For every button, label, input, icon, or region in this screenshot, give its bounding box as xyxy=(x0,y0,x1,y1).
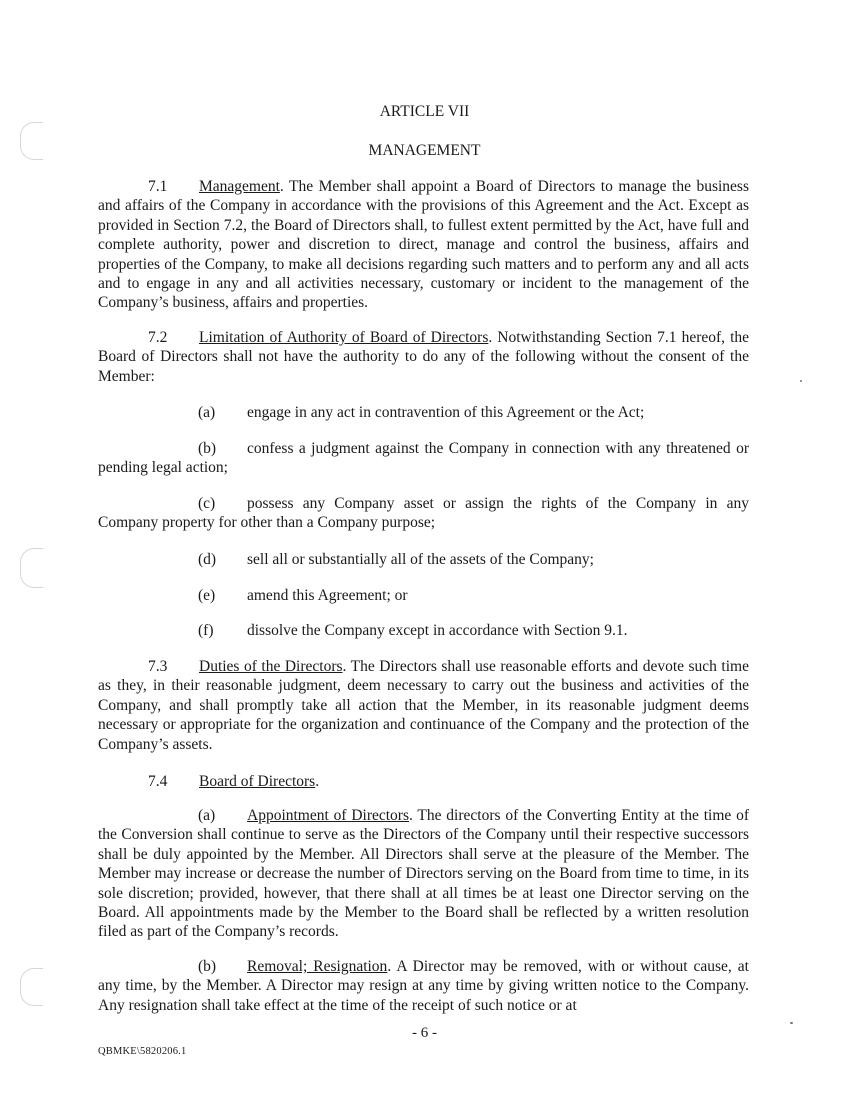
section-title: Limitation of Authority of Board of Directors xyxy=(199,329,489,346)
punch-hole-bottom xyxy=(20,968,43,1006)
list-item-d: (d) sell all or substantially all of the assets of the Company; xyxy=(198,551,594,568)
section-7-4-b: (b) Removal; Resignation. A Director may be removed, with or without cause, at any time, by the Member. A Director may resign at any time by giving written notice to the Company. Any resignation shall take effect at the time of the receipt of such notice or at xyxy=(98,958,749,1014)
section-text: . The Member shall appoint a Board of Directors to manage the business and affairs of the Company in accordance with the provisions of this Agreement and the Act. Except as provided in Section 7.2, the Board of Directors shall, to fullest extent permitted by the Act, have full and complete authority, power and discretion to direct, manage and control the business, affairs and properties of the Company, to make all decisions regarding such matters and to perform any and all acts and to engage in any and all activities necessary, customary or incident to the management of the Company’s business, affairs and properties. xyxy=(98,178,749,312)
scan-speck xyxy=(800,380,802,382)
section-7-3 xyxy=(98,657,749,754)
document-id: QBMKE\5820206.1 xyxy=(98,1046,187,1057)
list-item-e: (e) amend this Agreement; or xyxy=(198,587,408,604)
section-title: Management xyxy=(199,178,280,195)
list-item-c: (c) possess any Company asset or assign the rights of the Company in any Company property for other than a Company purpose; xyxy=(98,495,749,532)
scan-speck xyxy=(790,1022,793,1024)
article-heading: ARTICLE VII xyxy=(379,103,470,120)
section-number: 7.4 xyxy=(148,773,168,790)
section-number: 7.3 xyxy=(148,658,168,675)
section-title: Duties of the Directors xyxy=(199,658,343,675)
list-item-b: (b) confess a judgment against the Company in connection with any threatened or pending legal action; xyxy=(98,440,749,477)
section-7-4-a: (a) Appointment of Directors. The directors of the Converting Entity at the time of the Conversion shall continue to serve as the Directors of the Company until their respective successors shall be duly appointed by the Member. All Directors shall serve at the pleasure of the Member. The Member may increase or decrease the number of Directors serving on the Board from time to time, in its sole discretion; provided, however, that there shall at all times be at least one Director serving on the Board. All appointments made by the Member to the Board shall be reflected by a written resolution filed as part of the Company’s records. xyxy=(98,807,750,941)
article-title: MANAGEMENT xyxy=(368,142,481,159)
page-number: - 6 - xyxy=(412,1025,437,1041)
section-title: Board of Directors xyxy=(199,773,316,790)
section-7-4: 7.4 Board of Directors. xyxy=(148,773,320,790)
section-text: . Notwithstanding Section 7.1 hereof, the Board of Directors shall not have the authority to do any of the following without the consent of the Member: xyxy=(98,329,750,385)
punch-hole-middle xyxy=(20,548,43,588)
section-number: 7.1 xyxy=(148,178,168,195)
list-item-f: (f) dissolve the Company except in accordance with Section 9.1. xyxy=(198,622,628,639)
subsection-title: Removal; Resignation xyxy=(247,958,388,975)
section-7-2 xyxy=(98,328,749,386)
section-number: 7.2 xyxy=(148,329,168,346)
section-7-1 xyxy=(98,177,749,313)
subsection-title: Appointment of Directors xyxy=(247,807,409,824)
section-text: . The Directors shall use reasonable efforts and devote such time as they, in their reasonable judgment, deem necessary to carry out the business and activities of the Company, and shall promptly take all action that the Member, in its reasonable judgment deems necessary or appropriate for the organization and continuance of the Company and the protection of the Company’s assets. xyxy=(98,658,749,753)
list-item-a: (a) engage in any act in contravention of this Agreement or the Act; xyxy=(198,404,645,421)
